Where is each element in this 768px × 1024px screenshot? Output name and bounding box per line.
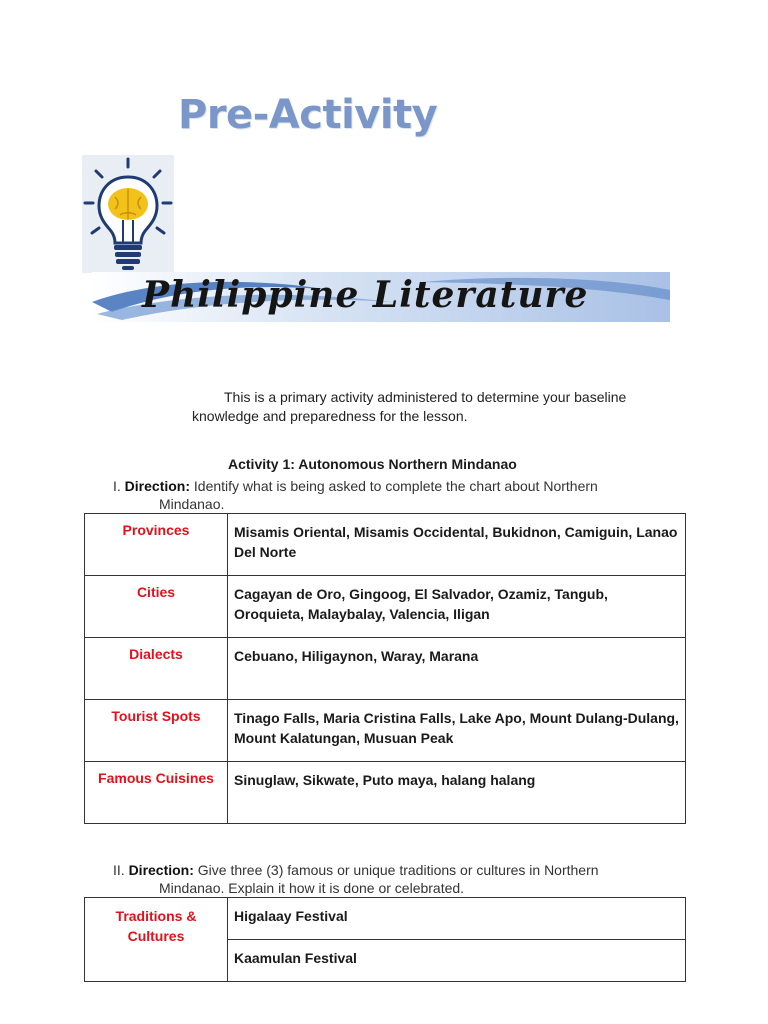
row-label: Tourist Spots bbox=[85, 700, 228, 762]
row-value: Cagayan de Oro, Gingoog, El Salvador, Ozamiz, Tangub, Oroquieta, Malaybalay, Valencia, Iligan bbox=[228, 576, 686, 638]
table-row bbox=[85, 898, 686, 940]
activity-title: Activity 1: Autonomous Northern Mindanao bbox=[228, 456, 517, 472]
philippine-literature-banner bbox=[92, 272, 670, 322]
direction-2 bbox=[113, 861, 673, 897]
direction-2-text: Give three (3) famous or unique traditions or cultures in Northern bbox=[197, 862, 599, 878]
tradition-item: Kaamulan Festival bbox=[228, 940, 686, 982]
row-label: Dialects bbox=[85, 638, 228, 700]
table-row bbox=[85, 762, 686, 824]
direction-1-text: Identify what is being asked to complete the chart about Northern bbox=[193, 478, 598, 494]
row-label: Cities bbox=[85, 576, 228, 638]
direction-2-number: II. bbox=[113, 862, 125, 878]
row-value: Cebuano, Hiligaynon, Waray, Marana bbox=[228, 638, 686, 700]
table-row bbox=[85, 700, 686, 762]
direction-1-text-cont: Mindanao. bbox=[159, 496, 225, 512]
row-label: Provinces bbox=[85, 514, 228, 576]
row-label: Traditions & Cultures bbox=[85, 898, 228, 982]
page-title: Pre-Activity bbox=[178, 92, 438, 138]
table-row bbox=[85, 514, 686, 576]
row-label: Famous Cuisines bbox=[85, 762, 228, 824]
table-row bbox=[85, 576, 686, 638]
row-value: Sinuglaw, Sikwate, Puto maya, halang halang bbox=[228, 762, 686, 824]
direction-1-number: I. bbox=[113, 478, 121, 494]
row-value: Tinago Falls, Maria Cristina Falls, Lake Apo, Mount Dulang-Dulang, Mount Kalatungan, Musuan Peak bbox=[228, 700, 686, 762]
traditions-chart bbox=[84, 897, 686, 982]
intro-line-1: This is a primary activity administered to determine your baseline bbox=[224, 389, 627, 405]
lightbulb-brain-icon bbox=[82, 155, 174, 273]
direction-1 bbox=[113, 477, 673, 513]
direction-2-text-cont: Mindanao. Explain it how it is done or celebrated. bbox=[159, 880, 465, 896]
northern-mindanao-chart bbox=[84, 513, 686, 824]
intro-line-2: knowledge and preparedness for the lesson. bbox=[192, 408, 468, 424]
direction-1-label: Direction: bbox=[124, 478, 191, 494]
tradition-item: Higalaay Festival bbox=[228, 898, 686, 940]
banner-text: Philippine Literature bbox=[142, 274, 589, 316]
table-row bbox=[85, 638, 686, 700]
direction-2-label: Direction: bbox=[128, 862, 194, 878]
row-value: Misamis Oriental, Misamis Occidental, Bukidnon, Camiguin, Lanao Del Norte bbox=[228, 514, 686, 576]
